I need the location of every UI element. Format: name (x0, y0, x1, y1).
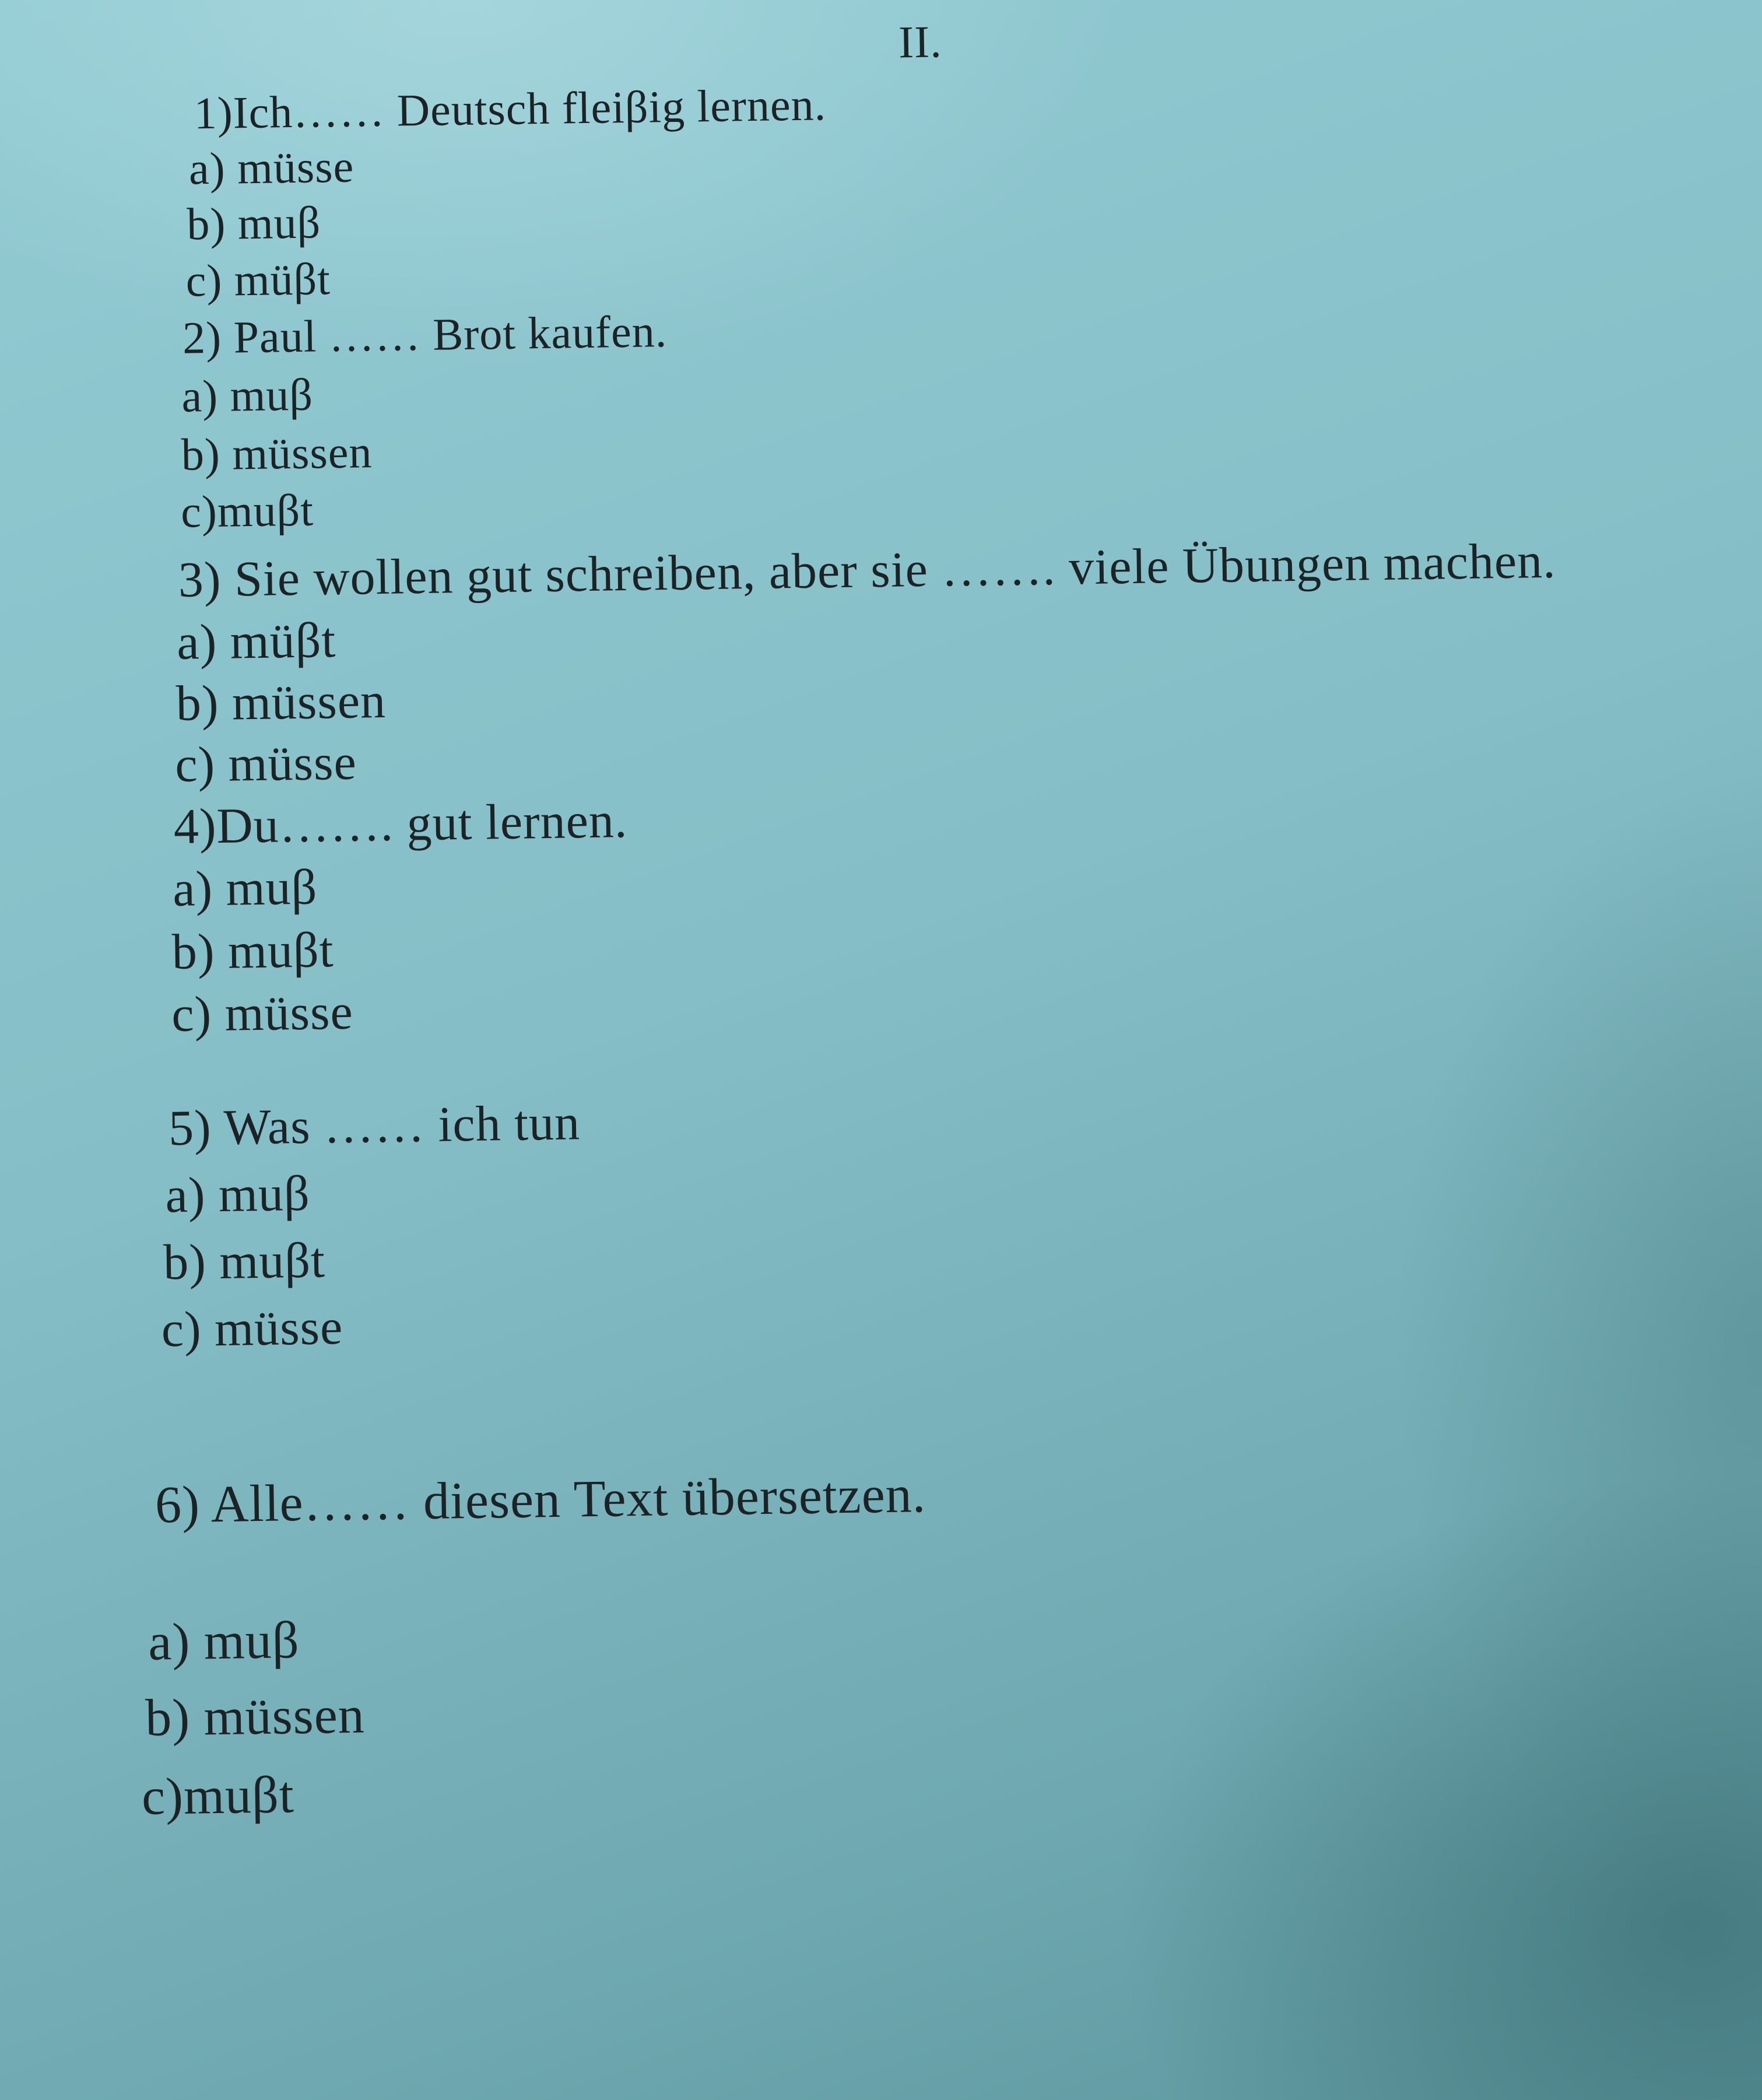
question-3-prompt: 3) Sie wollen gut schreiben, aber sie ……. viele Übungen machen. (178, 532, 1557, 608)
question-1-option-c: c) müβt (185, 253, 331, 306)
question-2-prompt: 2) Paul …… Brot kaufen. (182, 306, 668, 363)
question-2-option-a: a) muβ (181, 369, 314, 422)
question-5-option-a: a) muβ (164, 1165, 311, 1223)
question-4-option-b: b) muβt (171, 921, 335, 980)
question-1-option-a: a) müsse (188, 141, 354, 194)
question-6-option-b: b) müssen (145, 1686, 366, 1747)
question-6-prompt: 6) Alle…… diesen Text übersetzen. (155, 1466, 926, 1534)
question-2-option-b: b) müssen (181, 426, 373, 480)
section-heading: II. (898, 16, 943, 68)
question-6-option-a: a) muβ (148, 1611, 300, 1671)
question-1-option-b: b) muβ (186, 197, 321, 250)
question-4-prompt: 4)Du……. gut lernen. (173, 792, 628, 854)
question-3-option-b: b) müssen (176, 672, 387, 731)
question-5-option-b: b) muβt (163, 1232, 326, 1291)
question-3-option-a: a) müβt (176, 612, 336, 670)
question-3-option-c: c) müsse (174, 734, 357, 793)
question-5-prompt: 5) Was …… ich tun (168, 1094, 581, 1156)
question-1-prompt: 1)Ich…… Deutsch fleiβig lernen. (194, 79, 827, 139)
question-5-option-c: c) müsse (161, 1299, 343, 1358)
question-4-option-a: a) muβ (172, 858, 318, 917)
question-2-option-c: c)muβt (180, 484, 314, 537)
question-4-option-c: c) müsse (171, 983, 354, 1043)
question-6-option-c: c)muβt (141, 1766, 295, 1826)
